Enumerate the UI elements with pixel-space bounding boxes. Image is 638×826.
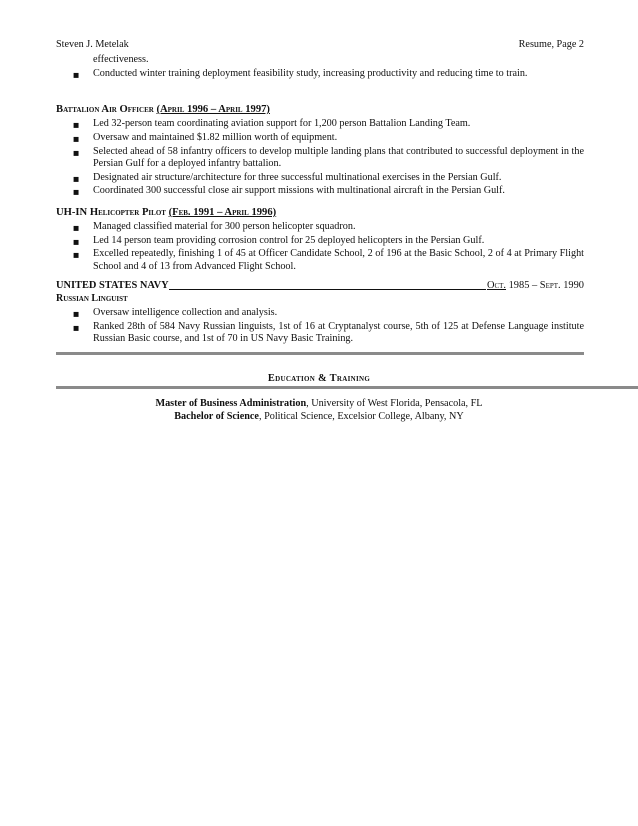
education-entry xyxy=(0,398,638,411)
degree-detail: , University of West Florida, Pensacola, FL xyxy=(306,398,483,409)
job-bullets xyxy=(56,118,584,197)
job-title-helicopter-pilot xyxy=(56,206,584,219)
section-divider xyxy=(56,386,638,389)
list-item: ■ Excelled repeatedly, finishing 1 of 45 at Officer Candidate School, 2 of 196 at the Basic School, 2 of 4 at Primary Flight School and 4 of 13 from Advanced Flight School. xyxy=(73,248,584,272)
bullet-icon: ■ xyxy=(73,251,80,260)
bullet-icon: ■ xyxy=(73,237,80,246)
navy-role: Russian Linguist xyxy=(56,293,128,305)
bullet-icon: ■ xyxy=(73,134,80,143)
list-item: ■ Coordinated 300 successful close air support missions with multinational aircraft in the Persian Gulf. xyxy=(73,185,505,197)
list-item: ■ Ranked 28th of 584 Navy Russian linguists, 1st of 16 at Cryptanalyst course, 5th of 125 at Defense Language institute Russian Basic course, and 1st of 70 in US Navy Basic Training. xyxy=(73,320,584,345)
list-item: ■ Conducted winter training deployment feasibility study, increasing productivity and reducing time to train. xyxy=(73,67,528,79)
navy-bullets xyxy=(56,307,584,345)
job-title-battalion-air-officer xyxy=(56,103,584,116)
header-page-label: Resume, Page 2 xyxy=(518,39,584,50)
list-item: ■ Led 32-person team coordinating aviation support for 1,200 person Battalion Landing Team. xyxy=(73,118,471,130)
list-item: ■ Designated air structure/architecture for three successful multinational exercises in the Persian Gulf. xyxy=(73,171,502,183)
carryover-line: effectiveness. xyxy=(93,54,149,65)
navy-org-row xyxy=(56,279,584,292)
list-item: ■ Oversaw intelligence collection and analysis. xyxy=(73,307,278,319)
degree-name: Master of Business Administration xyxy=(155,398,307,409)
list-item: ■ Managed classified material for 300 person helicopter squadron. xyxy=(73,220,356,232)
job-dates: (April 1996 – April 1997) xyxy=(156,104,270,116)
bullet-icon: ■ xyxy=(73,70,80,79)
education-heading: Education & Training xyxy=(267,373,371,384)
bullet-icon: ■ xyxy=(73,323,80,332)
bullet-icon: ■ xyxy=(73,223,80,232)
bullet-icon: ■ xyxy=(73,188,80,197)
header-name: Steven J. Metelak xyxy=(56,39,129,50)
org-dates-start: Oct. xyxy=(486,280,507,292)
running-header xyxy=(56,39,584,50)
bullet-icon: ■ xyxy=(73,121,80,130)
bullet-icon: ■ xyxy=(73,148,80,157)
list-item: ■ Selected ahead of 58 infantry officers to develop multiple landing plans that contributed to successful deployment in the Persian Gulf for a deployed infantry battalion. xyxy=(73,145,584,169)
job-title-text: UH-IN Helicopter Pilot xyxy=(56,206,166,218)
org-name: UNITED STATES NAVY xyxy=(56,280,169,292)
education-entries xyxy=(0,398,638,423)
carryover-bullets xyxy=(56,68,584,80)
bullet-icon: ■ xyxy=(73,174,80,183)
job-title-text: Battalion Air Officer xyxy=(56,104,154,116)
bullet-icon: ■ xyxy=(73,310,80,319)
experience-content xyxy=(56,54,584,347)
degree-detail: , Political Science, Excelsior College, Albany, NY xyxy=(258,410,464,422)
list-item: ■ Oversaw and maintained $1.82 million worth of equipment. xyxy=(73,131,338,143)
degree-name: Bachelor of Science xyxy=(174,410,259,422)
education-entry xyxy=(0,411,638,424)
org-rule xyxy=(169,289,486,290)
section-divider xyxy=(56,352,584,355)
org-dates-rest: 1985 – Sept. 1990 xyxy=(506,280,584,292)
job-bullets xyxy=(56,221,584,273)
list-item: ■ Led 14 person team providing corrosion control for 25 deployed helicopters in the Persian Gulf. xyxy=(73,234,485,246)
job-dates: (Feb. 1991 – April 1996) xyxy=(168,206,277,218)
org-dates xyxy=(486,279,584,292)
